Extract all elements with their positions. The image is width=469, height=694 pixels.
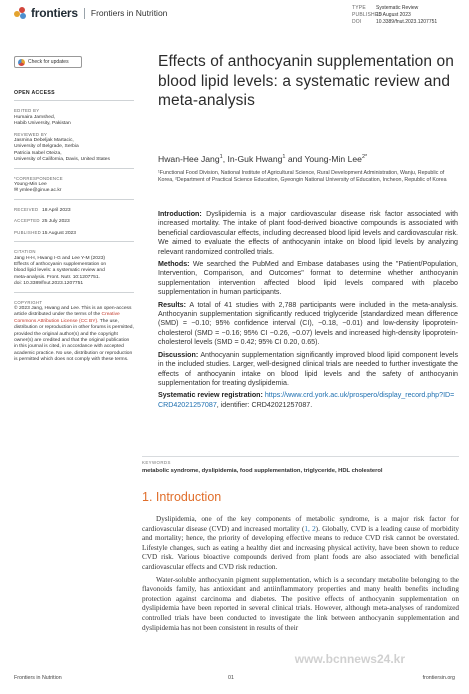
correspondence-section: *CORRESPONDENCE Young-Min Lee ✉ ymlee@ginue.ac.kr	[14, 168, 134, 195]
abstract-discussion: Discussion: Anthocyanin supplementation significantly improved blood lipid component levels in the included studies. Larger, well-designed clinical trials are needed to further investigate the effects of anthocyanin intake on blood lipid levels and the safety of anthocyanin supplementation for treating dyslipidemia.	[158, 350, 458, 387]
article-title: Effects of anthocyanin supplementation on blood lipid levels: a systematic review and meta-analysis	[158, 53, 454, 109]
abstract-methods: Methods: We searched the PubMed and Embase databases using the "Patient/Population, Intervention, Comparison, and Outcomes" format to determine whether anthocyanin supplementation intervention affected blood lipid levels compared with placebo supplementation in human participants.	[158, 260, 458, 297]
page-footer	[0, 672, 469, 686]
crossmark-icon	[18, 59, 25, 66]
copyright-text: © 2023 Jang, Hwang and Lee. This is an open-access article distributed under the terms of the Creative Commons Attribution License (CC BY). The use, distribution or reproduction in other forums is permitted, provided the original author(s) and the copyright owner(s) are credited and that the original publication in this journal is cited, in accordance with accepted academic practice. No use, distribution or reproduction is permitted which does not comply with these terms.	[14, 305, 134, 363]
check-updates-label: Check for updates	[28, 58, 69, 65]
frontiers-logo-icon	[14, 7, 28, 20]
author-name: Hwan-Hee Jang	[158, 154, 220, 164]
affiliations: ¹Functional Food Division, National Institute of Agricultural Science, Rural Development Administration, Wanju, Republic of Korea, ²Department of Practical Science Education, Gyeongin National University of Education, Incheon, Republic of Korea	[158, 170, 447, 184]
meta-type: TYPE Systematic Review	[352, 5, 419, 11]
article-meta	[352, 5, 437, 26]
footer-site-link[interactable]: frontiersin.org	[422, 675, 455, 681]
page-number: 01	[228, 675, 234, 681]
open-access-label: OPEN ACCESS	[14, 90, 55, 96]
registration-link[interactable]: https://www.crd.york.ac.uk/prospero/display_record.php?ID=CRD42021257087	[158, 391, 455, 409]
citation-link[interactable]: 1, 2	[304, 524, 316, 533]
introduction-body	[142, 515, 459, 636]
journal-name: Frontiers in Nutrition	[90, 8, 168, 18]
abstract-results: Results: A total of 41 studies with 2,788 participants were included in the meta-analysis. Anthocyanin supplementation significantly reduced triglyceride [standardized mean difference (SMD) = −0.10; 95% confidence interval (CI), −0.18, −0.01) and low-density lipoprotein-cholesterol (SMD = −0.16; 95% CI −0.26, −0.07) levels and increased high-density lipoprotein-cholesterol levels (SMD = 0.42; 95% CI 0.20, 0.65).	[158, 300, 458, 347]
citation-section: CITATION Jang H-H, Hwang I-G and Lee Y-M (2023) Effects of anthocyanin supplementation on blood lipid levels: a systematic review and meta-analysis. Front. Nutr. 10:1207751. doi: 10.3389/fnut.2023.1207751	[14, 241, 134, 287]
meta-published: PUBLISHED15 August 2023	[352, 12, 411, 18]
brand-name: frontiers	[31, 6, 78, 20]
edited-by-section: EDITED BY Humaira Jamshed, Habib University, Pakistan REVIEWED BY Jasmina Debeljak Martacic, University of Belgrade, Serbia Patricia Isabel Oteiza, University of California, Davis, United States	[14, 100, 134, 163]
footer-journal: Frontiers in Nutrition	[14, 675, 62, 681]
check-updates-button[interactable]	[14, 56, 82, 68]
logo-divider	[84, 8, 85, 19]
section-heading: 1. Introduction	[142, 490, 222, 504]
keywords: metabolic syndrome, dyslipidemia, food supplementation, triglyceride, HDL cholesterol	[142, 468, 383, 474]
paragraph: Dyslipidemia, one of the key components of metabolic syndrome, is a major risk factor for cardiovascular disease (CVD) and increased mortality (1, 2). Globally, CVD is a leading cause of morbidity and mortality; hence, the priority of developing effective means to reduce CVD risk cannot be overstated. Lifestyle changes, such as eating a healthy diet and increasing physical activity, have been shown to reduce CVD risk. Various bioactive compounds derived from plant foods are also associated with beneficial cardiovascular effects and CVD risk reduction.	[142, 515, 459, 571]
watermark: www.bcnnews24.kr	[294, 652, 405, 666]
keywords-label: KEYWORDS	[142, 460, 171, 465]
license-link[interactable]: Creative Commons Attribution License (CC BY).	[14, 312, 120, 324]
journal-header	[0, 0, 469, 40]
author-list: Hwan-Hee Jang$^1$, In-Guk Hwang$^1$ and Young-Min Lee$^{2*}$	[158, 154, 368, 164]
keywords-divider	[142, 456, 459, 457]
meta-doi[interactable]: DOI 10.3389/fnut.2023.1207751	[352, 19, 438, 25]
abstract-registration: Systematic review registration: https://www.crd.york.ac.uk/prospero/display_record.php?ID=CRD42021257087, identifier: CRD42021257087.	[158, 391, 455, 409]
author-name: In-Guk Hwang	[227, 154, 283, 164]
paragraph: Water-soluble anthocyanin pigment supplementation, which is a secondary metabolite belonging to the flavonoids family, has antioxidant and antiinflammatory properties and many health benefits including protection against carcinoma and diabetes. The positive effects of anthocyanin supplementation on dyslipidemia have been reported in several clinical trials. However, although meta-analyses of randomized controlled trials have been conducted to investigate the link between anthocyanin supplementation and dyslipidemia has not been consistent in results of their	[142, 575, 459, 632]
abstract	[158, 210, 458, 413]
copyright-section: COPYRIGHT © 2023 Jang, Hwang and Lee. This is an open-access article distributed under the terms of the Creative Commons Attribution License (CC BY). The use, distribution or reproduction in other forums is permitted, provided the original author(s) and the copyright owner(s) are credited and that the original publication in this journal is cited, in accordance with accepted academic practice. No use, distribution or reproduction is permitted which does not comply with these terms.	[14, 292, 134, 364]
frontiers-logo[interactable]	[14, 6, 167, 20]
article-sidebar	[14, 56, 134, 364]
email-link[interactable]: ✉ ymlee@ginue.ac.kr	[14, 188, 62, 194]
abstract-introduction: Introduction: Dyslipidemia is a major cardiovascular disease risk factor associated with increased mortality. The intake of plant food-derived bioactive compounds is associated with beneficial cardiovascular effects, including decreased blood lipid levels and cardiovascular risk. We aimed to evaluate the effects of anthocyanin intake on blood lipid levels by analyzing relevant randomized controlled trials.	[158, 210, 458, 256]
author-name: Young-Min Lee	[304, 154, 362, 164]
dates-section: RECEIVED 18 April 2023 ACCEPTED 25 July 2023 PUBLISHED15 August 2023	[14, 199, 134, 237]
